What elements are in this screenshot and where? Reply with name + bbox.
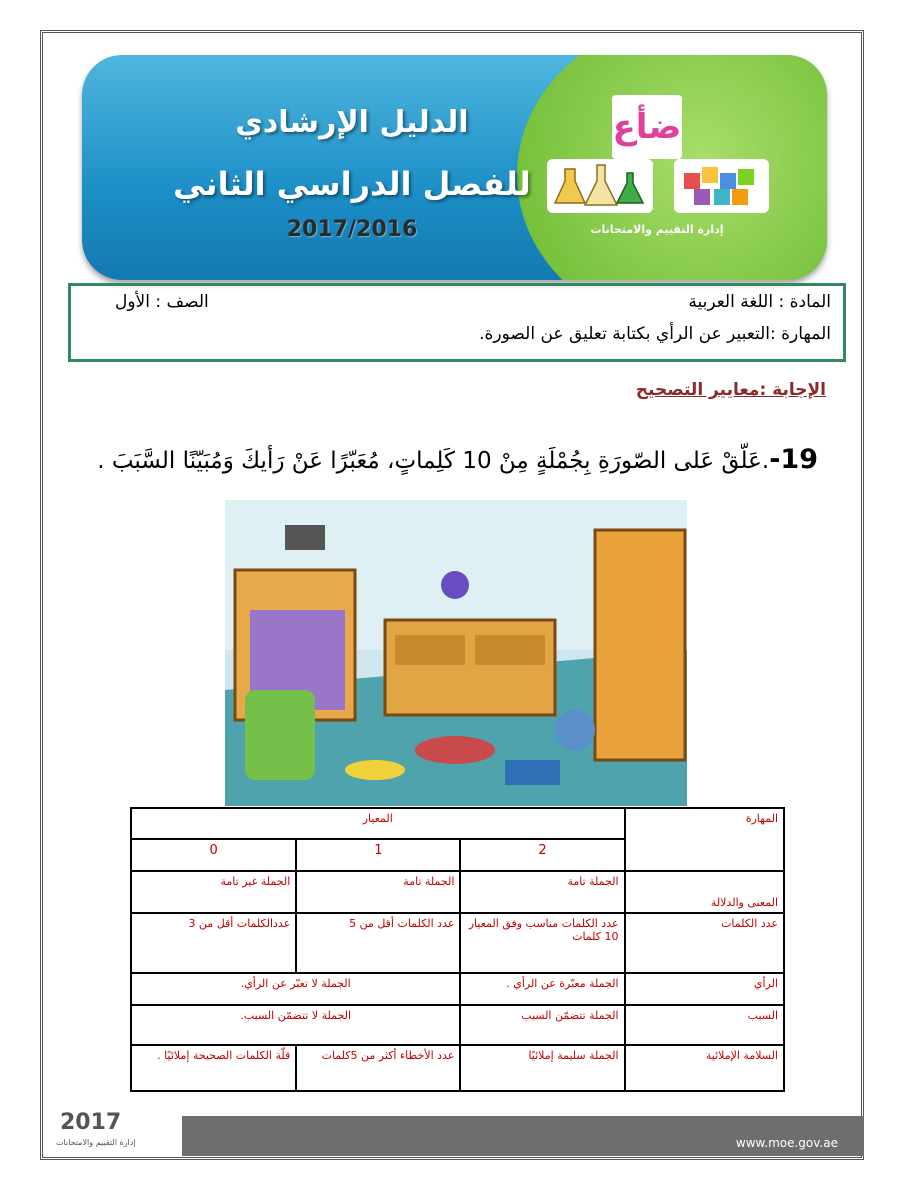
score-cell: 0 — [131, 839, 296, 871]
table-row — [131, 973, 784, 1005]
criterion-cell: قلّة الكلمات الصحيحة إملائيًا . — [131, 1045, 296, 1091]
criterion-cell: الجملة تامة — [296, 871, 460, 913]
banner-subtitle: للفصل الدراسي الثاني — [173, 165, 531, 203]
table-row — [131, 913, 784, 973]
banner-title: الدليل الإرشادي — [235, 105, 469, 140]
skill-name: المعنى والدلالة — [710, 896, 778, 909]
criterion-cell: عدد الأخطاء أكثر من 5كلمات — [296, 1045, 460, 1091]
table-row — [131, 1005, 784, 1045]
criterion-header-cell: المعيار — [131, 808, 625, 839]
criterion-cell: الجملة لا تعبّر عن الرأي. — [131, 973, 460, 1005]
criterion-cell: الجملة لا تتضمّن السبب. — [131, 1005, 460, 1045]
footer-bar — [182, 1116, 864, 1156]
question-number: 19- — [769, 444, 818, 475]
table-row — [131, 1045, 784, 1091]
skill-header-cell: المهارة — [625, 808, 784, 871]
criterion-cell: عدد الكلمات أقل من 5 — [296, 913, 460, 973]
logo-letters: ضأع — [612, 107, 682, 147]
skill-label: المهارة :التعبير عن الرأي بكتابة تعليق عن الصورة. — [479, 324, 831, 344]
skill-cell: السلامة الإملائية — [625, 1045, 784, 1091]
criterion-cell: عدد الكلمات مناسب وفق المعيار 10 كلمات — [460, 913, 624, 973]
footer-year: 2017 — [60, 1110, 122, 1135]
table-row — [131, 808, 784, 839]
question-19 — [97, 444, 818, 475]
grade-label: الصف : الأول — [115, 292, 209, 312]
skill-cell: السبب — [625, 1005, 784, 1045]
skill-cell: الرأي — [625, 973, 784, 1005]
table-row — [131, 871, 784, 913]
footer-url: www.moe.gov.ae — [735, 1136, 838, 1150]
subject-info-box — [68, 283, 846, 362]
criterion-cell: الجملة سليمة إملائيًا — [460, 1045, 624, 1091]
rubric-table — [130, 807, 785, 1092]
score-cell: 2 — [460, 839, 624, 871]
criterion-cell: عددالكلمات أقل من 3 — [131, 913, 296, 973]
criterion-cell: الجملة غير تامة — [131, 871, 296, 913]
skill-cell — [625, 871, 784, 913]
criterion-cell: الجملة معبّرة عن الرأي . — [460, 973, 624, 1005]
letters-logo-icon — [612, 95, 682, 159]
banner-year: 2017/2016 — [286, 217, 418, 242]
criterion-cell: الجملة تتضمّن السبب — [460, 1005, 624, 1045]
subject-label: المادة : اللغة العربية — [688, 292, 831, 312]
score-cell: 1 — [296, 839, 460, 871]
page-footer — [42, 1108, 864, 1158]
colored-cubes-icon — [674, 159, 769, 213]
banner-department: إدارة التقييم والامتحانات — [590, 223, 724, 236]
skill-cell: عدد الكلمات — [625, 913, 784, 973]
footer-department: إدارة التقييم والامتحانات — [56, 1138, 136, 1147]
messy-room-illustration — [225, 500, 687, 806]
criterion-cell: الجملة تامة — [460, 871, 624, 913]
lab-flasks-icon — [547, 159, 653, 213]
question-text: .عَلّقْ عَلى الصّورَةِ بِجُمْلَةٍ مِنْ 10 كَلِماتٍ، مُعَبّرًا عَنْ رَأيكَ وَمُبَيّنًا السَّبَبَ . — [97, 448, 770, 474]
answer-criteria-heading: الإجابة :معايير التصحيح — [635, 380, 826, 400]
header-banner — [82, 55, 827, 280]
